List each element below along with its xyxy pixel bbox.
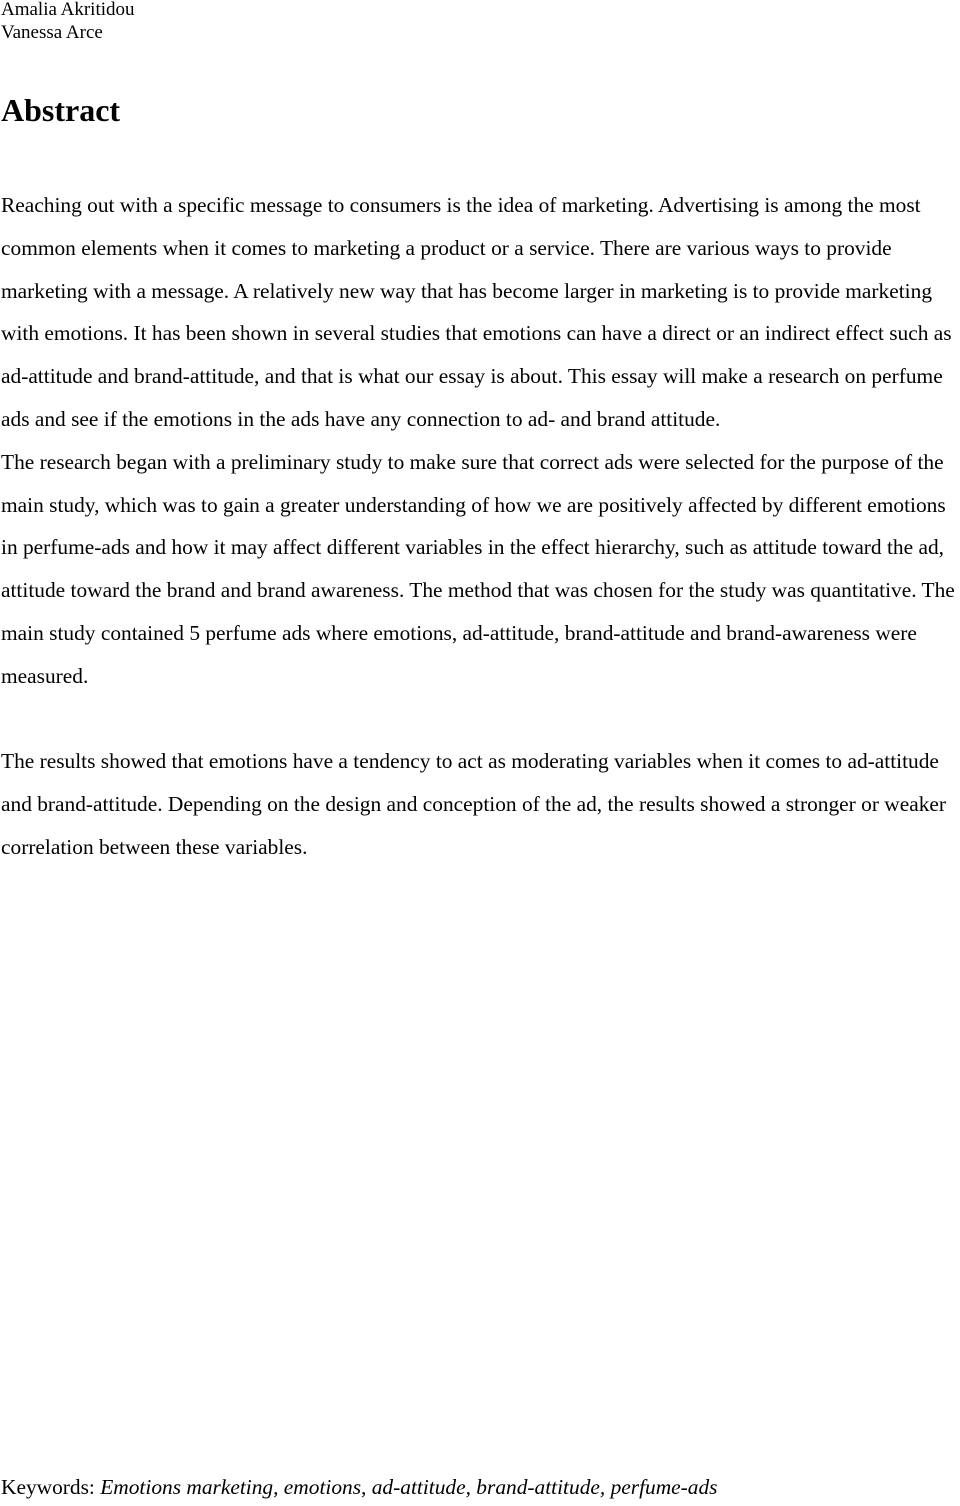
keywords-list: Emotions marketing, emotions, ad-attitude, brand-attitude, perfume-ads [100,1475,718,1499]
keywords-line [1,1468,718,1506]
author-name: Amalia Akritidou [1,0,135,20]
abstract-body [1,184,960,869]
author-name: Vanessa Arce [1,22,103,43]
author-list [1,0,135,44]
abstract-paragraph: Reaching out with a specific message to consumers is the idea of marketing. Advertising is among the most common elements when it comes to marketing a product or a service. There are various ways to provide marketing with a message. A relatively new way that has become larger in marketing is to provide marketing with emotions. It has been shown in several studies that emotions can have a direct or an indirect effect such as ad-attitude and brand-attitude, and that is what our essay is about. This essay will make a research on perfume ads and see if the emotions in the ads have any connection to ad- and brand attitude. [1,193,952,431]
abstract-paragraph: The results showed that emotions have a tendency to act as moderating variables when it comes to ad-attitude and brand-attitude. Depending on the design and conception of the ad, the results showed a stronger or weaker correlation between these variables. [1,749,947,859]
abstract-paragraph: The research began with a preliminary study to make sure that correct ads were selected for the purpose of the main study, which was to gain a greater understanding of how we are positively affected by different emotions in perfume-ads and how it may affect different variables in the effect hierarchy, such as attitude toward the ad, attitude toward the brand and brand awareness. The method that was chosen for the study was quantitative. The main study contained 5 perfume ads where emotions, ad-attitude, brand-attitude and brand-awareness were measured. [1,449,955,688]
keywords-label: Keywords: [1,1475,101,1499]
section-title: Abstract [1,92,121,128]
